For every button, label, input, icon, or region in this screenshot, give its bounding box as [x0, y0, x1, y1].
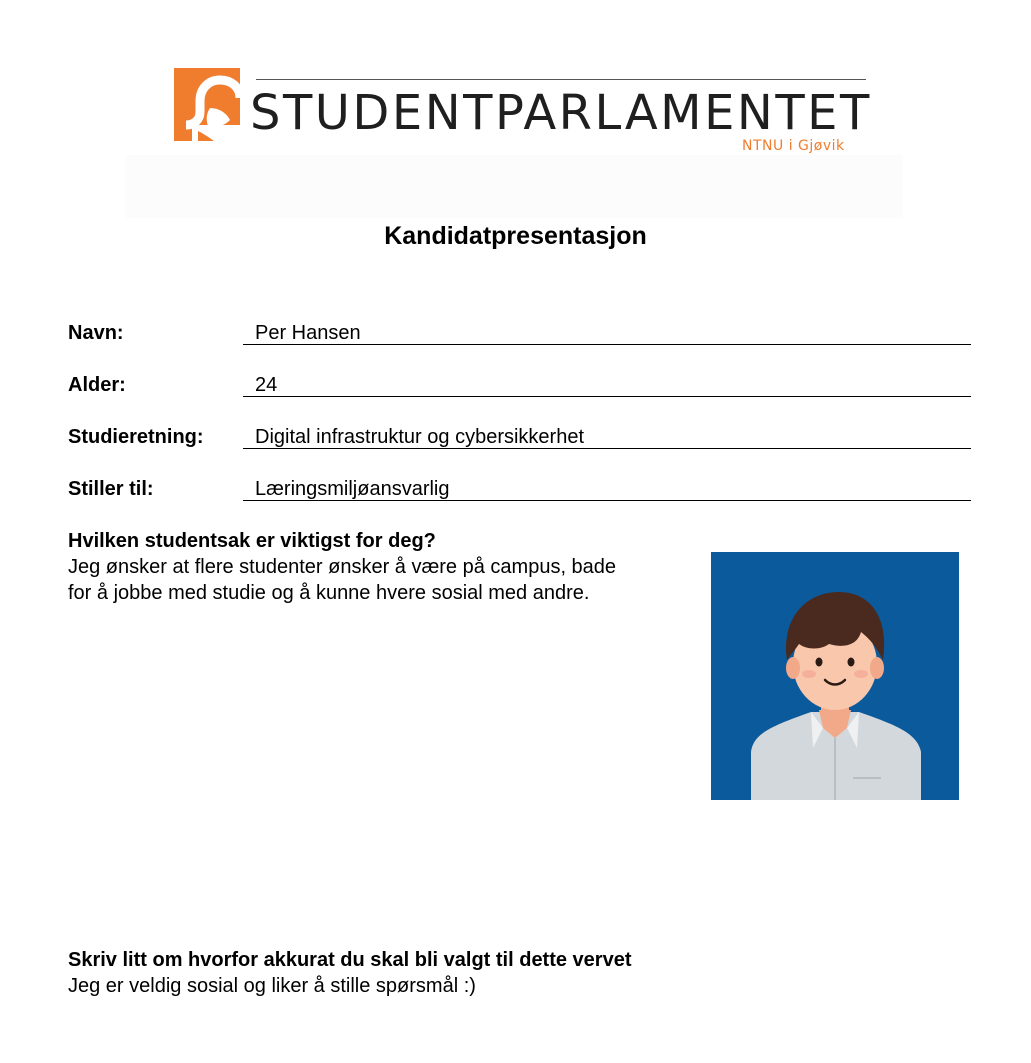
question2-answer: Jeg er veldig sosial og liker å stille spørsmål :) [68, 975, 476, 997]
question2-heading: Skriv litt om hvorfor akkurat du skal bli valgt til dette vervet [68, 949, 632, 971]
age-value: 24 [243, 373, 971, 397]
candidate-portrait [711, 552, 959, 800]
logo-wordmark: STUDENTPARLAMENTET [250, 85, 872, 141]
logo-subtitle: NTNU i Gjøvik [742, 138, 845, 154]
name-value: Per Hansen [243, 321, 971, 345]
position-value: Læringsmiljøansvarlig [243, 477, 971, 501]
question1-heading: Hvilken studentsak er viktigst for deg? [68, 530, 436, 552]
question1-answer-line1: Jeg ønsker at flere studenter ønsker å være på campus, bade [68, 556, 617, 578]
question1-answer-line2: for å jobbe med studie og å kunne hvere sosial med andre. [68, 582, 590, 604]
studentparlamentet-logo-icon [174, 68, 240, 141]
name-label: Navn: [68, 322, 124, 344]
logo-rule-line [256, 79, 866, 80]
logo-background-band [126, 155, 903, 218]
position-label: Stiller til: [68, 478, 154, 500]
age-label: Alder: [68, 374, 126, 396]
study-program-label: Studieretning: [68, 426, 204, 448]
document-title: Kandidatpresentasjon [384, 222, 647, 250]
study-program-value: Digital infrastruktur og cybersikkerhet [243, 425, 971, 449]
